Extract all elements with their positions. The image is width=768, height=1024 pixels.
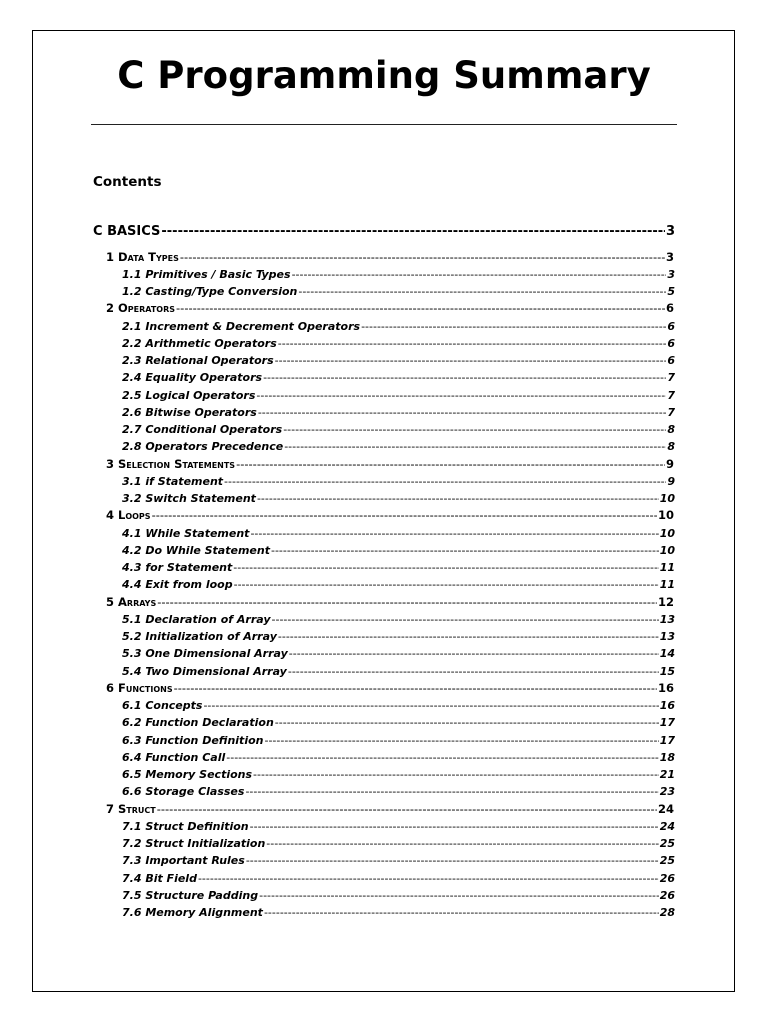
toc-chapter-entry[interactable] — [106, 300, 674, 317]
toc-page-number: 8 — [667, 423, 675, 436]
toc-entry-label: 5.4 Two Dimensional Array — [122, 664, 287, 678]
toc-entry-label: 6.3 Function Definition — [122, 733, 264, 747]
toc-page-number: 15 — [659, 664, 675, 678]
toc-entry-label: 4.2 Do While Statement — [122, 543, 270, 557]
toc-page-number: 17 — [659, 733, 675, 747]
toc-dot-leader — [198, 870, 659, 887]
toc-entry-label: 2.6 Bitwise Operators — [122, 405, 257, 419]
toc-entry-label: 2.4 Equality Operators — [122, 371, 263, 385]
toc-section-entry[interactable] — [122, 559, 675, 576]
toc-page-number: 10 — [659, 526, 675, 540]
toc-dot-leader — [258, 404, 667, 421]
toc-section-entry[interactable] — [122, 404, 675, 421]
toc-page-number: 6 — [667, 336, 675, 350]
toc-entry-label: 4 Loops — [106, 508, 151, 523]
toc-entry-label: 3 Selection Statements — [106, 456, 236, 471]
toc-section-entry[interactable] — [122, 335, 675, 352]
toc-page-number: 9 — [667, 474, 675, 488]
toc-chapter-entry[interactable] — [106, 801, 674, 818]
toc-dot-leader — [288, 663, 659, 680]
toc-entry-label: 3.1 if Statement — [122, 474, 224, 488]
toc-dot-leader — [271, 542, 659, 559]
toc-chapter-entry[interactable] — [106, 594, 674, 611]
toc-section-entry[interactable] — [122, 352, 675, 369]
toc-chapter-entry[interactable] — [106, 680, 674, 697]
toc-dot-leader — [224, 473, 666, 490]
toc-entry-label: 7 Struct — [106, 801, 156, 816]
toc-page-number: 11 — [659, 561, 675, 574]
toc-dot-leader — [278, 628, 659, 645]
toc-dot-leader — [161, 223, 665, 240]
toc-dot-leader — [174, 680, 657, 697]
toc-entry-label: 1 Data Types — [106, 249, 179, 264]
toc-entry-label: 4.1 While Statement — [122, 526, 250, 540]
toc-entry-label: 2 Operators — [106, 301, 176, 316]
toc-dot-leader — [272, 611, 659, 628]
toc-dot-leader — [157, 594, 657, 611]
toc-dot-leader — [246, 852, 659, 869]
toc-entry-label: 6.1 Concepts — [122, 699, 203, 712]
toc-page-number: 24 — [657, 801, 674, 816]
toc-dot-leader — [259, 887, 659, 904]
toc-page-number: 8 — [667, 440, 675, 454]
toc-page-number: 12 — [657, 594, 674, 609]
toc-entry-label: 7.3 Important Rules — [122, 854, 245, 868]
toc-page-number: 16 — [657, 680, 674, 695]
toc-section-entry[interactable] — [122, 369, 675, 386]
toc-page-number: 25 — [659, 854, 675, 868]
toc-page-number: 3 — [665, 249, 674, 264]
toc-section-entry[interactable] — [122, 645, 675, 662]
toc-entry-label: 5.2 Initialization of Array — [122, 630, 277, 643]
toc-section-entry[interactable] — [122, 818, 675, 835]
toc-dot-leader — [245, 783, 658, 800]
toc-section-entry[interactable] — [122, 421, 675, 438]
toc-section-entry[interactable] — [122, 714, 675, 731]
toc-dot-leader — [234, 576, 659, 593]
toc-dot-leader — [278, 335, 667, 352]
toc-dot-leader — [264, 732, 658, 749]
toc-dot-leader — [361, 318, 666, 335]
toc-dot-leader — [257, 490, 659, 507]
toc-dot-leader — [176, 300, 665, 317]
toc-page-number: 17 — [659, 716, 675, 730]
toc-section-entry[interactable] — [122, 266, 675, 283]
toc-dot-leader — [275, 352, 667, 369]
toc-page-number: 13 — [659, 612, 675, 626]
toc-page-number: 23 — [659, 785, 675, 799]
toc-page-number: 28 — [659, 906, 675, 919]
toc-entry-label: 1.1 Primitives / Basic Types — [122, 267, 291, 281]
toc-page-number: 16 — [659, 699, 675, 712]
toc-dot-leader — [226, 749, 658, 766]
toc-page-number: 26 — [659, 871, 675, 885]
toc-section-entry[interactable] — [122, 835, 675, 852]
toc-entry-label: 2.3 Relational Operators — [122, 354, 274, 367]
toc-chapter-entry[interactable] — [106, 507, 674, 524]
toc-section-entry[interactable] — [122, 783, 675, 800]
toc-dot-leader — [157, 801, 657, 818]
toc-section-entry[interactable] — [122, 732, 675, 749]
toc-page-number: 6 — [665, 301, 674, 316]
toc-page-number: 9 — [665, 456, 674, 471]
toc-entry-label: 2.8 Operators Precedence — [122, 440, 284, 454]
toc-dot-leader — [264, 904, 659, 921]
toc-section-entry[interactable] — [122, 542, 675, 559]
toc-dot-leader — [236, 456, 665, 473]
toc-page-number: 24 — [659, 819, 675, 833]
toc-section-entry[interactable] — [122, 663, 675, 680]
toc-entry-label: 4.4 Exit from loop — [122, 578, 233, 592]
toc-page-number: 18 — [659, 750, 675, 764]
toc-dot-leader — [250, 818, 659, 835]
toc-page-number: 21 — [659, 768, 675, 781]
toc-dot-leader — [263, 369, 666, 386]
toc-entry-label: 6 Functions — [106, 680, 173, 695]
toc-section-entry[interactable] — [122, 887, 675, 904]
toc-section-entry[interactable] — [122, 749, 675, 766]
toc-dot-leader — [253, 766, 659, 783]
toc-entry-label: 5.3 One Dimensional Array — [122, 647, 288, 661]
toc-section-entry[interactable] — [122, 387, 675, 404]
toc-entry-label: 7.1 Struct Definition — [122, 819, 249, 833]
toc-entry-label: 1.2 Casting/Type Conversion — [122, 285, 298, 298]
toc-section-entry[interactable] — [122, 628, 675, 645]
toc-dot-leader — [289, 645, 659, 662]
toc-section-entry[interactable] — [122, 697, 675, 714]
toc-dot-leader — [266, 835, 658, 852]
toc-entry-label: 6.4 Function Call — [122, 750, 226, 764]
toc-section-entry[interactable] — [122, 490, 675, 507]
toc-section-entry[interactable] — [122, 525, 675, 542]
toc-entry-label: 7.6 Memory Alignment — [122, 906, 263, 919]
toc-dot-leader — [180, 249, 665, 266]
title-divider — [91, 124, 677, 125]
toc-dot-leader — [250, 525, 658, 542]
toc-page-number: 13 — [659, 630, 675, 643]
toc-dot-leader — [292, 266, 667, 283]
toc-page-number: 3 — [665, 224, 675, 239]
toc-entry-label: 4.3 for Statement — [122, 561, 233, 574]
toc-page-number: 26 — [659, 888, 675, 902]
toc-entry-label: C BASICS — [93, 224, 161, 239]
toc-section-entry[interactable] — [122, 438, 675, 455]
toc-dot-leader — [298, 283, 666, 300]
toc-page-number: 10 — [659, 543, 675, 557]
toc-dot-leader — [256, 387, 666, 404]
toc-entry-label: 6.6 Storage Classes — [122, 785, 245, 799]
toc-dot-leader — [283, 421, 666, 438]
toc-page-number: 3 — [667, 267, 675, 281]
toc-entry-label: 2.5 Logical Operators — [122, 388, 256, 402]
toc-page-number: 14 — [659, 647, 675, 661]
toc-entry-label: 3.2 Switch Statement — [122, 492, 256, 505]
toc-page-number: 25 — [659, 837, 675, 850]
toc-section-entry[interactable] — [122, 904, 675, 921]
contents-heading: Contents — [93, 174, 162, 190]
toc-page-number: 6 — [667, 319, 675, 333]
toc-entry-label: 5.1 Declaration of Array — [122, 612, 271, 626]
toc-dot-leader — [152, 507, 657, 524]
toc-section-entry[interactable] — [122, 318, 675, 335]
toc-page-number: 11 — [659, 578, 675, 592]
toc-entry-label: 5 Arrays — [106, 594, 157, 609]
toc-entry-label: 7.2 Struct Initialization — [122, 837, 266, 850]
toc-page-number: 5 — [667, 285, 675, 298]
toc-chapter-entry[interactable] — [106, 456, 674, 473]
toc-page-number: 10 — [659, 492, 675, 505]
toc-section-entry[interactable] — [122, 852, 675, 869]
toc-dot-leader — [275, 714, 659, 731]
toc-section-entry[interactable] — [122, 611, 675, 628]
document-title: C Programming Summary — [117, 54, 651, 97]
toc-page-number: 10 — [657, 508, 674, 523]
toc-dot-leader — [284, 438, 666, 455]
toc-entry-label: 6.2 Function Declaration — [122, 716, 274, 730]
toc-section-entry[interactable] — [122, 283, 675, 300]
toc-page-number: 6 — [667, 354, 675, 367]
toc-entry-label: 6.5 Memory Sections — [122, 768, 253, 781]
toc-section-entry[interactable] — [122, 473, 675, 490]
toc-part-entry[interactable] — [93, 223, 675, 240]
toc-entry-label: 7.5 Structure Padding — [122, 888, 259, 902]
toc-section-entry[interactable] — [122, 870, 675, 887]
toc-page-number: 7 — [667, 371, 675, 385]
toc-entry-label: 7.4 Bit Field — [122, 871, 197, 885]
toc-chapter-entry[interactable] — [106, 249, 674, 266]
toc-dot-leader — [203, 697, 658, 714]
toc-entry-label: 2.7 Conditional Operators — [122, 423, 283, 436]
toc-page-number: 7 — [667, 388, 675, 402]
toc-entry-label: 2.2 Arithmetic Operators — [122, 336, 277, 350]
toc-section-entry[interactable] — [122, 766, 675, 783]
toc-section-entry[interactable] — [122, 576, 675, 593]
toc-entry-label: 2.1 Increment & Decrement Operators — [122, 319, 361, 333]
toc-page-number: 7 — [667, 405, 675, 419]
toc-dot-leader — [233, 559, 658, 576]
